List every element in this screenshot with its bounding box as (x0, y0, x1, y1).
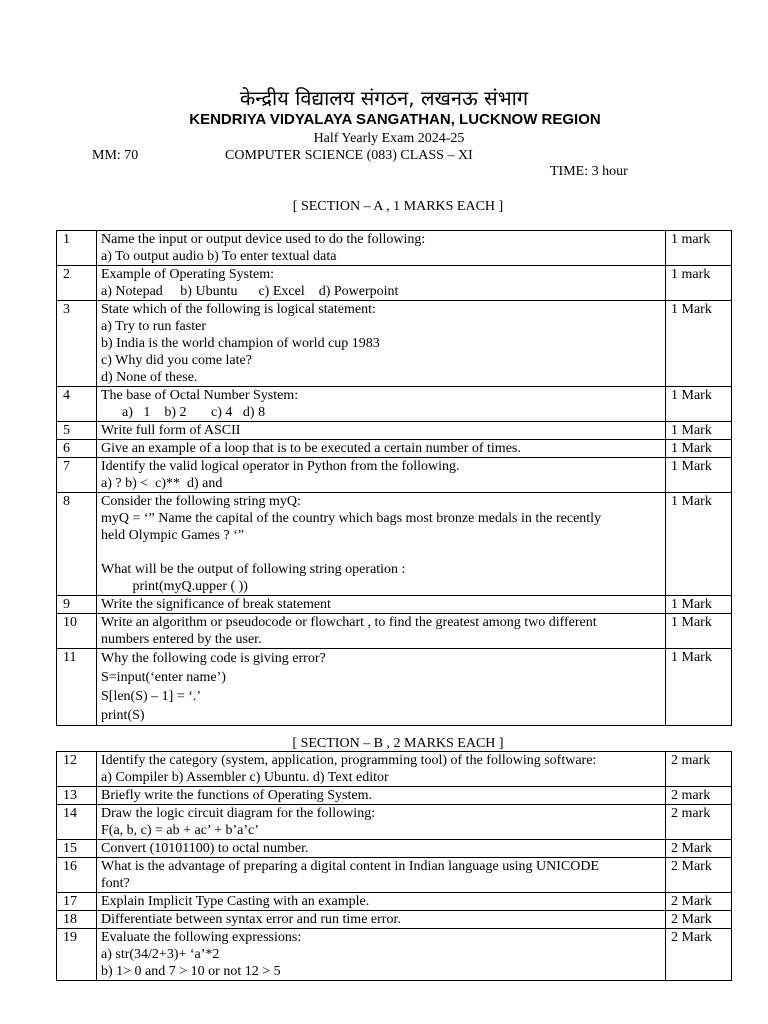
question-line: a) Compiler b) Assembler c) Ubuntu. d) Text editor (101, 770, 389, 785)
question-line: print(S) (101, 708, 145, 723)
time-allowed: TIME: 3 hour (550, 164, 628, 179)
question-line: font? (101, 876, 130, 891)
question-line: Evaluate the following expressions: (101, 930, 302, 945)
question-number: 13 (57, 787, 97, 805)
question-row (57, 301, 732, 387)
question-number: 3 (57, 301, 97, 387)
question-row (57, 614, 732, 649)
question-marks: 1 Mark (666, 301, 732, 387)
question-text (97, 387, 666, 422)
question-marks: 1 Mark (666, 649, 732, 726)
question-line: The base of Octal Number System: (101, 388, 299, 403)
section-a-title: [ SECTION – A , 1 MARKS EACH ] (292, 199, 504, 214)
question-line: Write the significance of break statement (101, 597, 331, 612)
question-line: Example of Operating System: (101, 267, 275, 282)
question-line: Name the input or output device used to do the following: (101, 232, 426, 247)
question-text (97, 805, 666, 840)
question-marks: 1 mark (666, 231, 732, 266)
question-marks: 1 Mark (666, 596, 732, 614)
question-number: 4 (57, 387, 97, 422)
question-marks: 2 Mark (666, 929, 732, 981)
question-number: 18 (57, 911, 97, 929)
question-line: Convert (10101100) to octal number. (101, 841, 309, 856)
question-text (97, 752, 666, 787)
question-line: d) None of these. (101, 370, 198, 385)
question-row (57, 387, 732, 422)
section-b-title: [ SECTION – B , 2 MARKS EACH ] (292, 736, 504, 751)
question-number: 8 (57, 493, 97, 596)
question-text (97, 649, 666, 726)
question-line: myQ = ‘” Name the capital of the country which bags most bronze medals in the recently (101, 511, 602, 526)
question-line: Give an example of a loop that is to be executed a certain number of times. (101, 441, 521, 456)
question-number: 5 (57, 422, 97, 440)
question-row (57, 840, 732, 858)
question-line: b) India is the world champion of world cup 1983 (101, 336, 380, 351)
question-line: Why the following code is giving error? (101, 651, 326, 666)
question-row (57, 929, 732, 981)
question-text (97, 614, 666, 649)
question-line: Draw the logic circuit diagram for the following: (101, 806, 376, 821)
question-line: Briefly write the functions of Operating System. (101, 788, 372, 803)
question-text (97, 422, 666, 440)
question-line: Write an algorithm or pseudocode or flowchart , to find the greatest among two different (101, 615, 597, 630)
question-line: S=input(‘enter name’) (101, 670, 226, 685)
question-marks: 1 Mark (666, 387, 732, 422)
question-line: Write full form of ASCII (101, 423, 241, 438)
question-text (97, 596, 666, 614)
question-row (57, 440, 732, 458)
question-marks: 2 Mark (666, 893, 732, 911)
question-marks: 1 mark (666, 266, 732, 301)
question-marks: 2 mark (666, 805, 732, 840)
question-line: a) Try to run faster (101, 319, 206, 334)
question-row (57, 787, 732, 805)
question-line: print(myQ.upper ( )) (101, 579, 248, 594)
question-line (101, 544, 665, 561)
question-number: 19 (57, 929, 97, 981)
hindi-title: केन्द्रीय विद्यालय संगठन, लखनऊ संभाग (239, 86, 529, 110)
question-line: c) Why did you come late? (101, 353, 252, 368)
question-marks: 1 Mark (666, 440, 732, 458)
question-line: Identify the category (system, application, programming tool) of the following software: (101, 753, 597, 768)
section-a-table (56, 230, 732, 726)
question-row (57, 911, 732, 929)
section-b-table (56, 751, 732, 981)
question-marks: 1 Mark (666, 422, 732, 440)
question-number: 2 (57, 266, 97, 301)
question-line: Identify the valid logical operator in Python from the following. (101, 459, 460, 474)
question-marks: 1 Mark (666, 458, 732, 493)
question-number: 12 (57, 752, 97, 787)
organization-name: KENDRIYA VIDYALAYA SANGATHAN, LUCKNOW REGION (189, 111, 601, 128)
question-text (97, 231, 666, 266)
question-row (57, 422, 732, 440)
question-number: 17 (57, 893, 97, 911)
question-text (97, 911, 666, 929)
question-text (97, 858, 666, 893)
subject-line: COMPUTER SCIENCE (083) CLASS – XI (225, 148, 473, 163)
question-number: 6 (57, 440, 97, 458)
question-line: What will be the output of following string operation : (101, 562, 406, 577)
question-row (57, 458, 732, 493)
question-text (97, 266, 666, 301)
question-number: 14 (57, 805, 97, 840)
question-number: 9 (57, 596, 97, 614)
question-line: Consider the following string myQ: (101, 494, 301, 509)
max-marks: MM: 70 (92, 148, 139, 163)
question-text (97, 458, 666, 493)
question-line: a) ? b) < c)** d) and (101, 476, 223, 491)
question-text (97, 787, 666, 805)
question-line: b) 1> 0 and 7 > 10 or not 12 > 5 (101, 964, 281, 979)
question-line: S[len(S) – 1] = ‘.’ (101, 689, 202, 704)
question-row (57, 266, 732, 301)
question-row (57, 493, 732, 596)
question-text (97, 929, 666, 981)
section-a-rows (57, 231, 732, 726)
question-number: 16 (57, 858, 97, 893)
question-number: 7 (57, 458, 97, 493)
question-text (97, 493, 666, 596)
question-line: numbers entered by the user. (101, 632, 262, 647)
question-row (57, 649, 732, 726)
question-marks: 2 Mark (666, 840, 732, 858)
question-line: held Olympic Games ? ‘” (101, 528, 245, 543)
exam-name: Half Yearly Exam 2024-25 (313, 131, 465, 146)
question-marks: 2 Mark (666, 858, 732, 893)
question-marks: 1 Mark (666, 614, 732, 649)
question-marks: 1 Mark (666, 493, 732, 596)
question-line: What is the advantage of preparing a digital content in Indian language using UNICODE (101, 859, 600, 874)
question-marks: 2 mark (666, 752, 732, 787)
question-number: 11 (57, 649, 97, 726)
question-line: F(a, b, c) = ab + ac’ + b’a’c’ (101, 823, 259, 838)
question-number: 10 (57, 614, 97, 649)
question-line: a) Notepad b) Ubuntu c) Excel d) Powerpoint (101, 284, 399, 299)
question-row (57, 231, 732, 266)
question-text (97, 840, 666, 858)
question-number: 1 (57, 231, 97, 266)
question-line: Differentiate between syntax error and run time error. (101, 912, 401, 927)
question-row (57, 596, 732, 614)
question-line: Explain Implicit Type Casting with an example. (101, 894, 370, 909)
question-line: a) To output audio b) To enter textual data (101, 249, 337, 264)
question-row (57, 752, 732, 787)
question-text (97, 440, 666, 458)
question-row (57, 805, 732, 840)
question-marks: 2 Mark (666, 911, 732, 929)
question-line: a) 1 b) 2 c) 4 d) 8 (101, 405, 266, 420)
question-row (57, 893, 732, 911)
question-text (97, 301, 666, 387)
question-line: a) str(34/2+3)+ ‘a’*2 (101, 947, 220, 962)
question-line: State which of the following is logical statement: (101, 302, 376, 317)
section-b-rows (57, 752, 732, 981)
question-number: 15 (57, 840, 97, 858)
question-row (57, 858, 732, 893)
question-marks: 2 mark (666, 787, 732, 805)
question-text (97, 893, 666, 911)
